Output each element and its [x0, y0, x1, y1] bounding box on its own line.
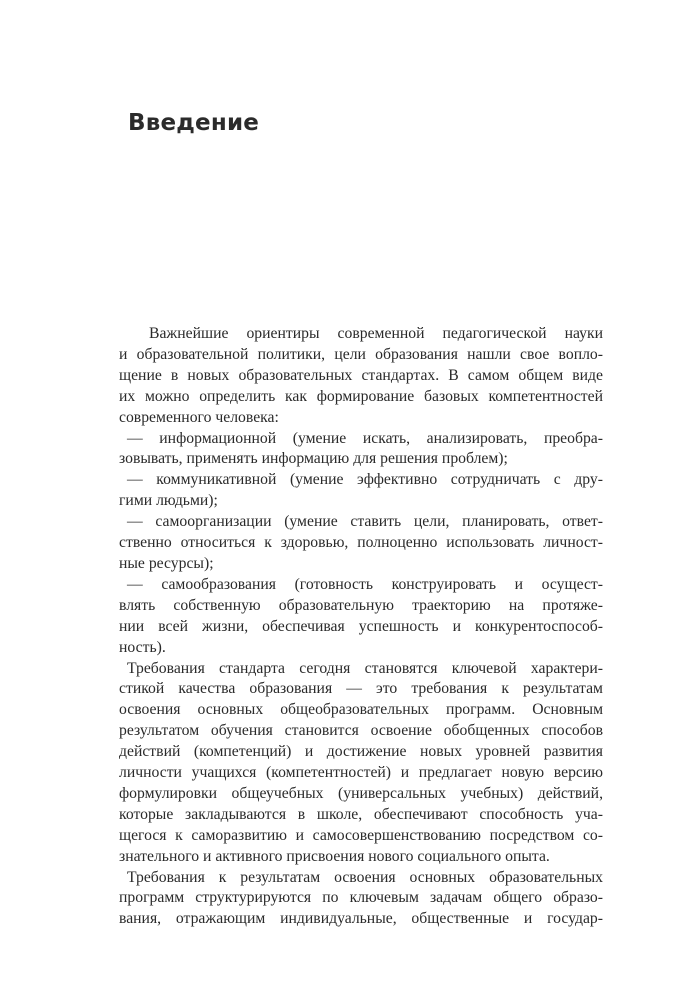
text-line: щегося к саморазвитию и самосовершенствованию посредством со-	[119, 826, 603, 844]
text-line: Требования к результатам освоения основных образовательных	[127, 868, 603, 886]
text-line: — самообразования (готовность конструировать и осущест-	[127, 575, 603, 593]
text-line: щение в новых образовательных стандартах. В самом общем виде	[119, 366, 603, 384]
text-line: их можно определить как формирование базовых компетентностей	[119, 387, 603, 405]
text-line: современного человека:	[119, 408, 279, 426]
page-title: Введение	[128, 110, 260, 136]
text-line: ственно относиться к здоровью, полноценно использовать личност-	[119, 534, 603, 552]
text-line: — коммуникативной (умение эффективно сотрудничать с дру-	[127, 471, 603, 489]
text-line: личности учащихся (компетентностей) и предлагает новую версию	[119, 764, 603, 782]
text-line: влять собственную образовательную траекторию на протяже-	[119, 596, 603, 614]
text-line: и образовательной политики, цели образования нашли свое вопло-	[119, 345, 603, 363]
text-line: вания, отражающим индивидуальные, общественные и государ-	[119, 910, 603, 928]
text-line: освоения основных общеобразовательных программ. Основным	[119, 701, 603, 719]
text-line: гими людьми);	[119, 492, 218, 510]
body-text	[119, 324, 603, 930]
text-line: которые закладываются в школе, обеспечивают способность уча-	[119, 805, 603, 823]
text-line: Важнейшие ориентиры современной педагогической науки	[149, 325, 603, 342]
text-line: нии всей жизни, обеспечивая успешность и конкурентоспособ-	[119, 617, 603, 635]
text-line: ность).	[119, 638, 166, 656]
text-line: зовывать, применять информацию для решения проблем);	[119, 450, 508, 468]
text-line: программ структурируются по ключевым задачам общего образо-	[119, 889, 603, 907]
text-line: результатом обучения становится освоение обобщенных способов	[119, 722, 603, 740]
text-line: Требования стандарта сегодня становятся ключевой характери-	[127, 659, 603, 677]
text-line: стикой качества образования — это требования к результатам	[119, 680, 603, 698]
text-line: — информационной (умение искать, анализировать, преобра-	[127, 429, 603, 447]
text-line: ные ресурсы);	[119, 554, 214, 572]
text-line: знательного и активного присвоения нового социального опыта.	[119, 847, 550, 865]
text-line: действий (компетенций) и достижение новых уровней развития	[119, 743, 603, 761]
text-line: формулировки общеучебных (универсальных учебных) действий,	[119, 784, 603, 802]
text-line: — самоорганизации (умение ставить цели, планировать, ответ-	[127, 513, 603, 531]
